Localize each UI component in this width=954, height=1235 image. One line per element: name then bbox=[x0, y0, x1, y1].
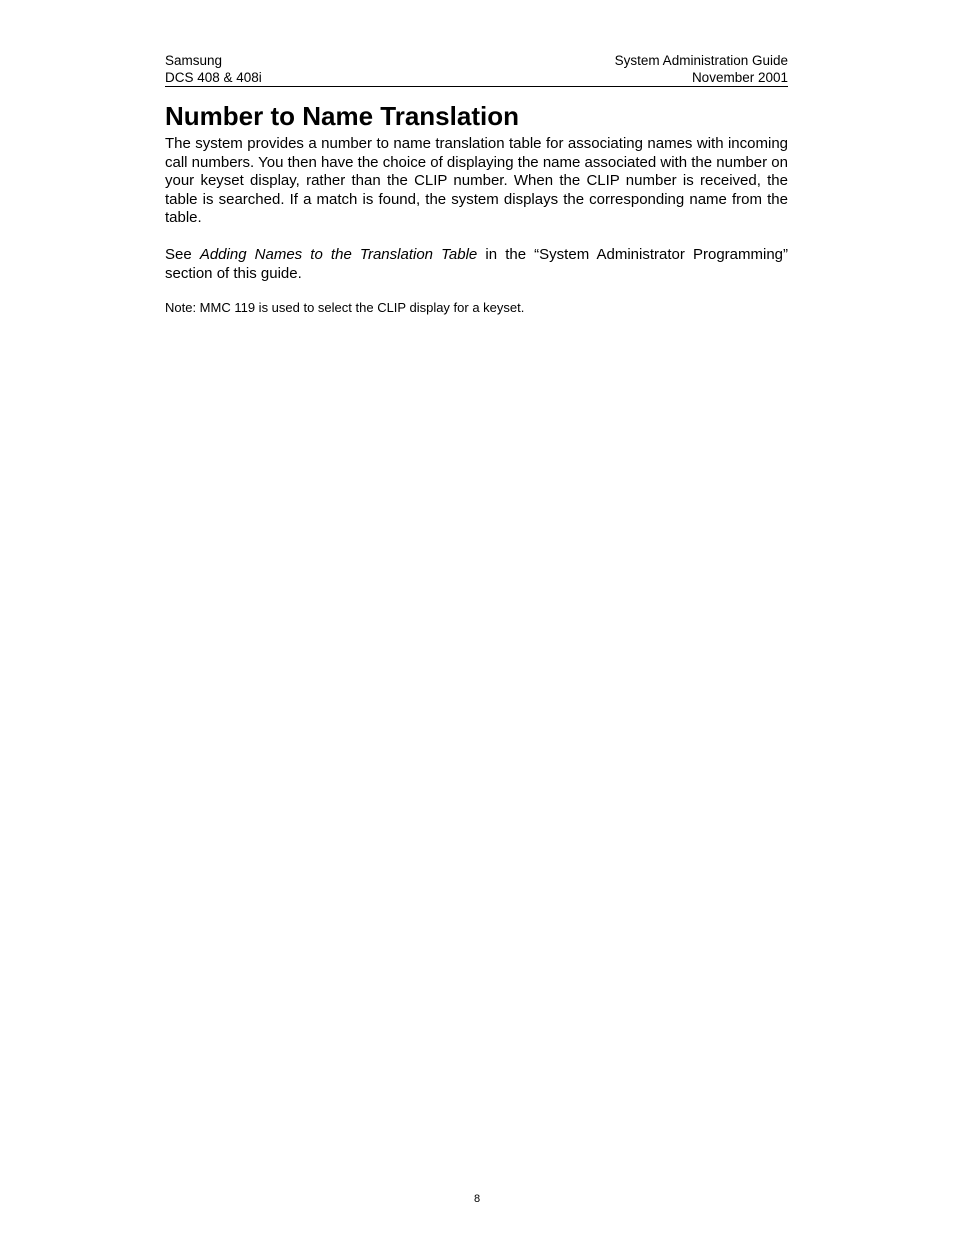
note-text: Note: MMC 119 is used to select the CLIP display for a keyset. bbox=[165, 300, 525, 316]
page-header bbox=[165, 52, 788, 87]
section-title: Number to Name Translation bbox=[165, 101, 519, 131]
document-page bbox=[165, 52, 788, 316]
header-guide-title: System Administration Guide bbox=[614, 53, 788, 68]
header-left bbox=[165, 52, 262, 86]
header-product: DCS 408 & 408i bbox=[165, 70, 262, 85]
header-company: Samsung bbox=[165, 53, 223, 68]
paragraph-intro: The system provides a number to name translation table for associating names with incoming call numbers. You then have the choice of displaying the name associated with the number on your keyset display, rather than the CLIP number. When the CLIP number is received, the table is searched. If a match is found, the system displays the corresponding name from the table. bbox=[165, 135, 788, 227]
page-number: 8 bbox=[473, 1193, 481, 1205]
header-right bbox=[615, 52, 788, 86]
reference-suffix: in the “System Administrator Programming” section of this guide. bbox=[165, 245, 789, 282]
header-date: November 2001 bbox=[691, 70, 788, 85]
reference-link-text: Adding Names to the Translation Table bbox=[199, 245, 478, 263]
paragraph-reference bbox=[165, 246, 788, 283]
reference-prefix: See bbox=[165, 245, 200, 263]
